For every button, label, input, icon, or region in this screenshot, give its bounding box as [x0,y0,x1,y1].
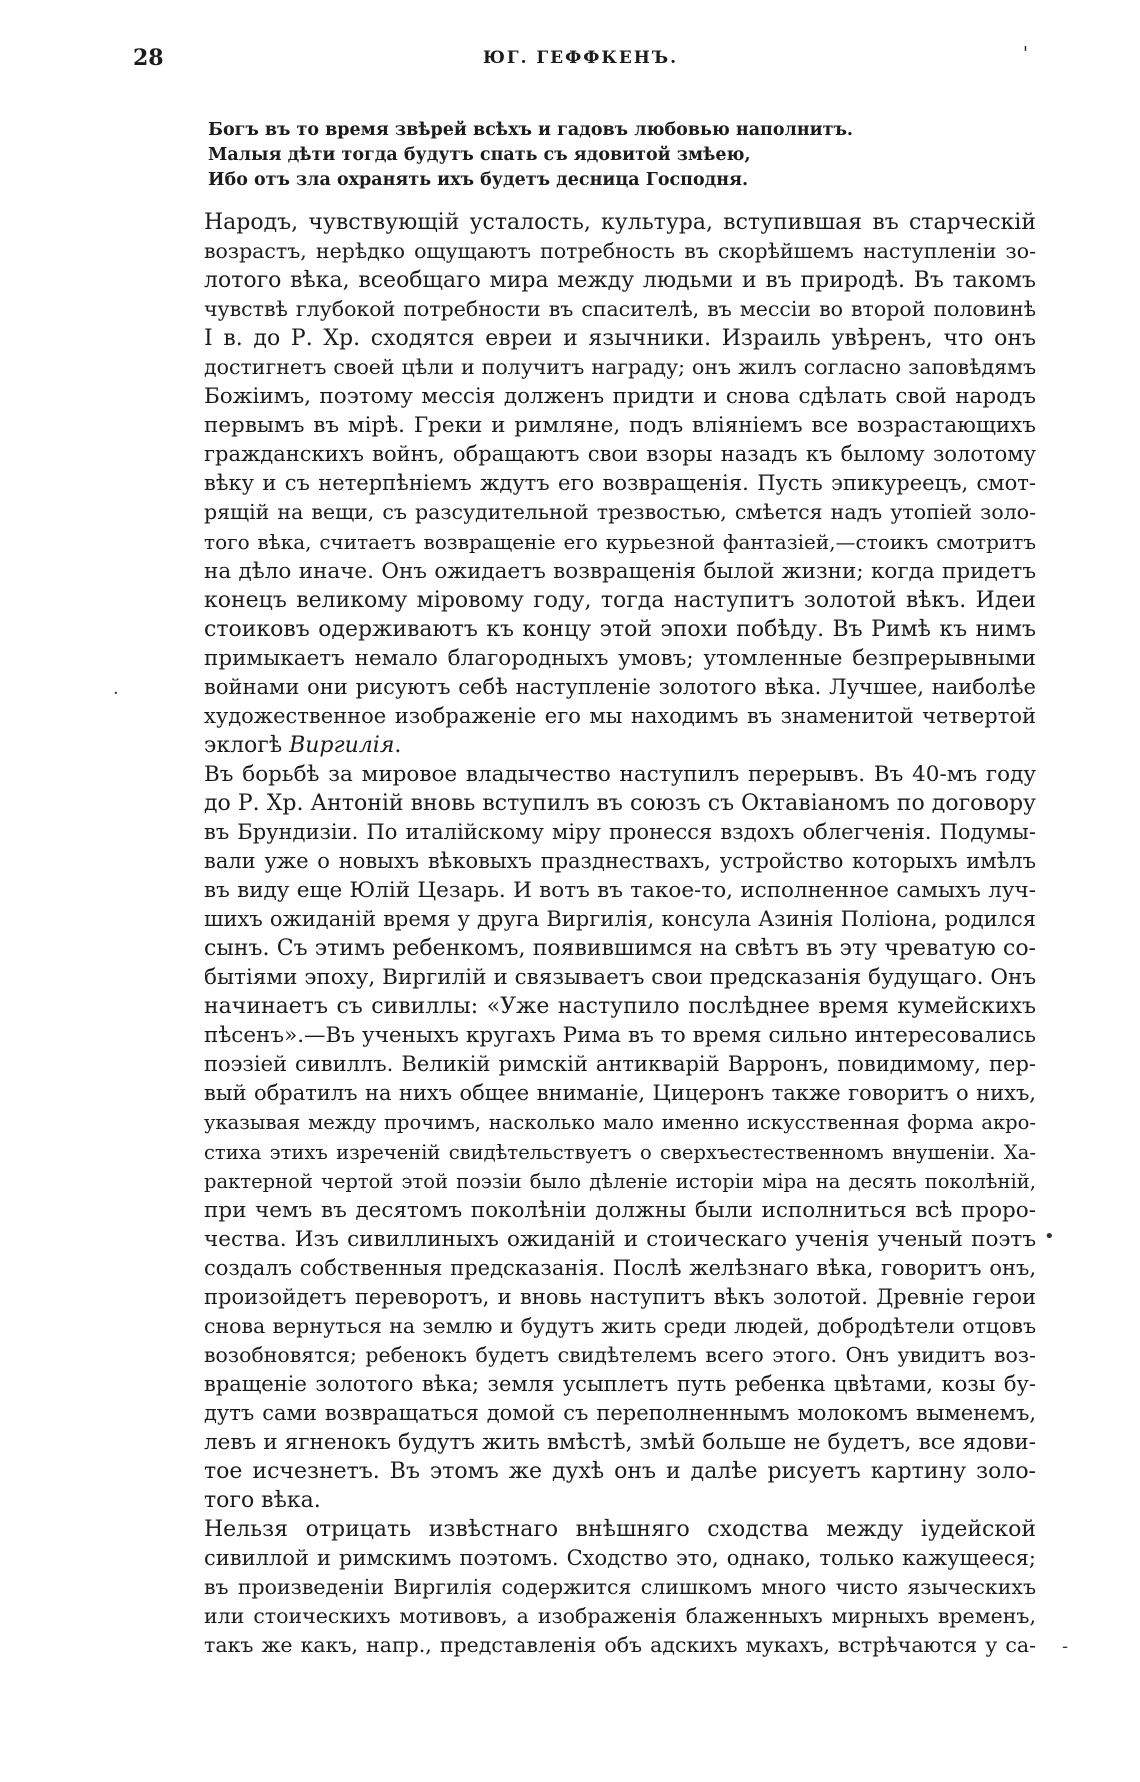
text-line: того вѣка, считаетъ возвращеніе его курьезной фантазіей,—стоикъ смотритъ [204,529,1036,554]
text-line: произойдетъ переворотъ, и вновь наступитъ вѣкъ золотой. Древніе герои [204,1284,1036,1309]
text-line: стиха этихъ изреченій свидѣтельствуетъ о сверхъестественномъ внушеніи. Ха- [204,1140,1036,1164]
text-fragment: . [394,732,402,758]
text-line: художественное изображеніе его мы находимъ въ знаменитой четвертой [204,703,1036,728]
text-line: снова вернуться на землю и будутъ жить среди людей, добродѣтели отцовъ [204,1313,1036,1338]
text-line: возрастъ, нерѣдко ощущаютъ потребность въ скорѣйшемъ наступленіи зо- [204,239,1036,264]
text-line: рактерной чертой этой поэзіи было дѣленіе исторіи міра на десять поколѣній, [204,1169,1036,1193]
italic-name: Виргилія [289,732,395,758]
text-line: вращеніе золотого вѣка; земля усыплетъ путь ребенка цвѣтами, козы бу- [204,1371,1036,1396]
text-line: примыкаетъ немало благородныхъ умовъ; утомленные безпрерывными [204,645,1036,671]
text-line: шихъ ожиданій время у друга Виргилія, консула Азинія Поліона, родился [204,907,1036,932]
text-line: чувствѣ глубокой потребности въ спасителѣ, въ мессіи во второй половинѣ [204,297,1036,322]
text-line: рящій на вещи, съ разсудительной трезвостью, смѣется надъ утопіей золо- [204,500,1036,525]
text-line: тое исчезнетъ. Въ этомъ же духѣ онъ и далѣе рисуетъ картину золо- [204,1459,1036,1485]
text-line: достигнетъ своей цѣли и получитъ награду; онъ жилъ согласно заповѣдямъ [204,355,1036,380]
verse-epigraph [208,118,1028,193]
text-line: Нельзя отрицать извѣстнаго внѣшняго сходства между іудейской [204,1517,1036,1543]
page-header [133,40,1028,76]
text-line: гражданскихъ войнъ, обращаютъ свои взоры назадъ къ былому золотому [204,442,1036,467]
text-line: сынъ. Съ этимъ ребенкомъ, появившимся на свѣтъ въ эту чреватую со- [204,936,1036,962]
text-line: такъ же какъ, напр., представленія объ адскихъ мукахъ, встрѣчаются у са- [204,1633,1036,1658]
text-line: вѣку и съ нетерпѣніемъ ждутъ его возвращенія. Пусть эпикуреецъ, смот- [204,471,1036,496]
text-line: I в. до Р. Хр. сходятся евреи и язычники. Израиль увѣренъ, что онъ [204,326,1036,352]
text-line: сивиллой и римскимъ поэтомъ. Сходство это, однако, только кажущееся; [204,1546,1036,1571]
paragraph [204,1515,1036,1660]
text-line: чества. Изъ сивиллиныхъ ожиданій и стоическаго ученія ученый поэтъ [204,1226,1036,1252]
header-mark: ' [1023,43,1028,64]
margin-speck: · [113,683,119,704]
paragraph [204,760,1036,1515]
running-head: ЮГ. ГЕФФКЕНЪ. [482,48,679,68]
text-line: вый обратилъ на нихъ общее вниманіе, Цицеронъ также говоритъ о нихъ, [204,1081,1036,1106]
body-text [204,208,1036,1660]
margin-speck: - [1062,1636,1069,1657]
text-line: до Р. Хр. Антоній вновь вступилъ въ союзъ съ Октавіаномъ по договору [204,790,1036,816]
text-line: стоиковъ одерживаютъ къ концу этой эпохи побѣду. Въ Римѣ къ нимъ [204,616,1036,642]
text-line: вали уже о новыхъ вѣковыхъ празднествахъ, устройство которыхъ имѣлъ [204,849,1036,874]
text-line: конецъ великому міровому году, тогда наступитъ золотой вѣкъ. Идеи [204,587,1036,613]
text-fragment: эклогѣ [204,732,290,758]
page-number: 28 [133,45,164,71]
paragraph [204,208,1036,760]
text-line: въ произведеніи Виргилія содержится слишкомъ много чисто языческихъ [204,1575,1036,1600]
margin-speck: • [1044,1226,1055,1247]
verse-line: Малыя дѣти тогда будутъ спать съ ядовитой змѣею, [208,145,751,165]
text-line: первымъ въ мірѣ. Греки и римляне, подъ вліяніемъ все возрастающихъ [204,413,1036,439]
text-line: лотого вѣка, всеобщаго мира между людьми и въ природѣ. Въ такомъ [204,268,1036,294]
text-line: или стоическихъ мотивовъ, а изображенія блаженныхъ мирныхъ временъ, [204,1604,1036,1629]
text-line: поэзіей сивиллъ. Великій римскій антикварій Варронъ, повидимому, пер- [204,1052,1036,1077]
text-line [204,731,1036,760]
text-line: Въ борьбѣ за мировое владычество наступилъ перерывъ. Въ 40-мъ году [204,761,1036,787]
text-line: указывая между прочимъ, насколько мало именно искусственная форма акро- [204,1111,1036,1135]
text-line: дутъ сами возвращаться домой съ переполненнымъ молокомъ выменемъ, [204,1400,1036,1425]
verse-line: Богъ въ то время звѣрей всѣхъ и гадовъ любовью наполнитъ. [208,120,854,140]
text-line: войнами они рисуютъ себѣ наступленіе золотого вѣка. Лучшее, наиболѣе [204,674,1036,699]
text-line: Народъ, чувствующій усталость, культура, вступившая въ старческій [204,210,1036,235]
text-line: возобновятся; ребенокъ будетъ свидѣтелемъ всего этого. Онъ увидитъ воз- [204,1342,1036,1367]
text-line: создалъ собственныя предсказанія. Послѣ желѣзнаго вѣка, говоритъ онъ, [204,1255,1036,1280]
text-line: на дѣло иначе. Онъ ожидаетъ возвращенія былой жизни; когда придетъ [204,558,1036,584]
text-line: левъ и ягненокъ будутъ жить вмѣстѣ, змѣй больше не будетъ, все ядови- [204,1429,1036,1455]
verse-line: Ибо отъ зла охранять ихъ будетъ десница Господня. [208,170,749,190]
text-line: въ Брундизіи. По италійскому міру пронесся вздохъ облегченія. Подумы- [204,819,1036,844]
text-line: того вѣка. [204,1488,321,1514]
text-line: пѣсенъ».—Въ ученыхъ кругахъ Рима въ то время сильно интересовались [204,1023,1036,1049]
text-line: Божіимъ, поэтому мессія долженъ придти и снова сдѣлать свой народъ [204,384,1036,410]
text-line: въ виду еще Юлій Цезарь. И вотъ въ такое-то, исполненное самыхъ луч- [204,878,1036,904]
text-line: начинаетъ съ сивиллы: «Уже наступило послѣднее время кумейскихъ [204,994,1036,1020]
text-line: бытіями эпоху, Виргилій и связываетъ свои предсказанія будущаго. Онъ [204,965,1036,991]
text-line: при чемъ въ десятомъ поколѣніи должны были исполниться всѣ проро- [204,1197,1036,1223]
